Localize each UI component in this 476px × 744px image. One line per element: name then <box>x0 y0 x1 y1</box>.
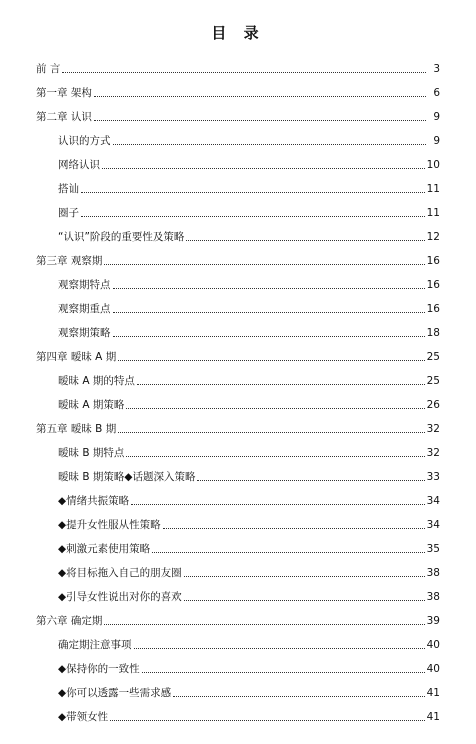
toc-entry-text: 暧昧 B 期特点 <box>58 447 125 459</box>
toc-entry-text: 搭讪 <box>58 183 79 195</box>
toc-entry-text: ◆带领女性 <box>58 711 109 723</box>
toc-entry-text: ◆保持你的一致性 <box>58 663 140 675</box>
toc-dot-leader <box>152 552 425 553</box>
toc-dot-leader <box>113 336 425 337</box>
toc-entry-text: 圈子 <box>58 207 79 219</box>
toc-chapter-entry[interactable] <box>0 343 476 367</box>
toc-entry-text: “认识”阶段的重要性及策略 <box>58 231 185 243</box>
toc-page-number: 38 <box>426 567 440 579</box>
toc-section-entry[interactable] <box>0 391 476 415</box>
toc-entry-text: 观察期特点 <box>58 279 111 291</box>
toc-entry-text: ◆刺激元素使用策略 <box>58 543 151 555</box>
toc-dot-leader <box>126 456 424 457</box>
toc-entry-text: 第三章 观察期 <box>36 255 103 267</box>
toc-entry-text: 暧昧 A 期的特点 <box>58 375 135 387</box>
toc-page-number: 12 <box>426 231 440 243</box>
toc-dot-leader <box>126 408 424 409</box>
toc-entry-text: 观察期重点 <box>58 303 111 315</box>
toc-page-number: 25 <box>426 351 440 363</box>
toc-entry-text: 暧昧 A 期策略 <box>58 399 125 411</box>
toc-page-number: 11 <box>426 183 440 195</box>
toc-page-number: 40 <box>426 663 440 675</box>
toc-chapter-entry[interactable] <box>0 607 476 631</box>
toc-dot-leader <box>62 72 426 73</box>
toc-section-entry[interactable] <box>0 631 476 655</box>
toc-section-entry[interactable] <box>0 583 476 607</box>
toc-page-number: 16 <box>426 255 440 267</box>
toc-entry-text: 第一章 架构 <box>36 87 92 99</box>
toc-entry-text: 第四章 暧昧 A 期 <box>36 351 117 363</box>
toc-chapter-entry[interactable] <box>0 103 476 127</box>
toc-section-entry[interactable] <box>0 655 476 679</box>
toc-dot-leader <box>173 696 425 697</box>
toc-page-number: 25 <box>426 375 440 387</box>
toc-entry-text: ◆你可以透露一些需求感 <box>58 687 172 699</box>
toc-page-number: 35 <box>426 543 440 555</box>
toc-entry-text: 第五章 暧昧 B 期 <box>36 423 117 435</box>
toc-dot-leader <box>104 264 424 265</box>
toc-dot-leader <box>94 96 426 97</box>
toc-page-number: 34 <box>426 519 440 531</box>
toc-entry-text: 确定期注意事项 <box>58 639 132 651</box>
toc-dot-leader <box>102 168 425 169</box>
toc-section-entry[interactable] <box>0 175 476 199</box>
toc-page-number: 16 <box>426 303 440 315</box>
toc-entry-text: ◆将目标拖入自己的朋友圈 <box>58 567 182 579</box>
toc-section-entry[interactable] <box>0 367 476 391</box>
toc-list <box>0 55 476 727</box>
toc-section-entry[interactable] <box>0 463 476 487</box>
toc-dot-leader <box>94 120 426 121</box>
toc-dot-leader <box>197 480 424 481</box>
toc-page-number: 40 <box>426 639 440 651</box>
toc-dot-leader <box>113 288 425 289</box>
toc-section-entry[interactable] <box>0 511 476 535</box>
toc-dot-leader <box>184 576 425 577</box>
toc-entry-text: ◆引导女性说出对你的喜欢 <box>58 591 182 603</box>
toc-dot-leader <box>81 192 425 193</box>
toc-entry-text: 观察期策略 <box>58 327 111 339</box>
toc-page-number: 9 <box>433 111 440 123</box>
toc-section-entry[interactable] <box>0 271 476 295</box>
toc-entry-text: 第二章 认识 <box>36 111 92 123</box>
toc-page-number: 6 <box>433 87 440 99</box>
toc-page-number: 10 <box>426 159 440 171</box>
toc-section-entry[interactable] <box>0 151 476 175</box>
toc-dot-leader <box>163 528 425 529</box>
toc-page-number: 3 <box>433 63 440 75</box>
toc-page-number: 32 <box>426 447 440 459</box>
toc-entry-text: 暧昧 B 期策略◆话题深入策略 <box>58 471 196 483</box>
toc-chapter-entry[interactable] <box>0 79 476 103</box>
toc-page-number: 41 <box>426 711 440 723</box>
toc-dot-leader <box>186 240 424 241</box>
toc-page-number: 11 <box>426 207 440 219</box>
toc-dot-leader <box>118 360 424 361</box>
toc-page-number: 32 <box>426 423 440 435</box>
toc-entry-text: ◆提升女性服从性策略 <box>58 519 161 531</box>
toc-page-number: 39 <box>426 615 440 627</box>
toc-entry-text: 第六章 确定期 <box>36 615 103 627</box>
toc-dot-leader <box>110 720 425 721</box>
toc-title: 目 录 <box>211 24 265 42</box>
toc-dot-leader <box>137 384 425 385</box>
toc-section-entry[interactable] <box>0 487 476 511</box>
toc-page-number: 26 <box>426 399 440 411</box>
toc-section-entry[interactable] <box>0 559 476 583</box>
toc-section-entry[interactable] <box>0 295 476 319</box>
toc-dot-leader <box>134 648 425 649</box>
toc-page-number: 41 <box>426 687 440 699</box>
toc-dot-leader <box>142 672 425 673</box>
toc-section-entry[interactable] <box>0 439 476 463</box>
toc-section-entry[interactable] <box>0 679 476 703</box>
toc-page-number: 16 <box>426 279 440 291</box>
toc-section-entry[interactable] <box>0 535 476 559</box>
toc-section-entry[interactable] <box>0 319 476 343</box>
toc-section-entry[interactable] <box>0 199 476 223</box>
toc-page-number: 34 <box>426 495 440 507</box>
toc-dot-leader <box>113 144 427 145</box>
toc-entry-text: 网络认识 <box>58 159 100 171</box>
toc-dot-leader <box>113 312 425 313</box>
toc-dot-leader <box>81 216 425 217</box>
toc-entry-text: 认识的方式 <box>58 135 111 147</box>
toc-section-entry[interactable] <box>0 703 476 727</box>
toc-page-number: 9 <box>433 135 440 147</box>
toc-chapter-entry[interactable] <box>0 55 476 79</box>
toc-section-entry[interactable] <box>0 127 476 151</box>
toc-chapter-entry[interactable] <box>0 247 476 271</box>
toc-entry-text: 前 言 <box>36 63 61 75</box>
toc-section-entry[interactable] <box>0 223 476 247</box>
toc-page-number: 18 <box>426 327 440 339</box>
toc-dot-leader <box>184 600 425 601</box>
toc-dot-leader <box>131 504 425 505</box>
toc-page-number: 33 <box>426 471 440 483</box>
toc-dot-leader <box>104 624 424 625</box>
toc-page-number: 38 <box>426 591 440 603</box>
toc-chapter-entry[interactable] <box>0 415 476 439</box>
toc-dot-leader <box>118 432 424 433</box>
toc-entry-text: ◆情绪共振策略 <box>58 495 130 507</box>
